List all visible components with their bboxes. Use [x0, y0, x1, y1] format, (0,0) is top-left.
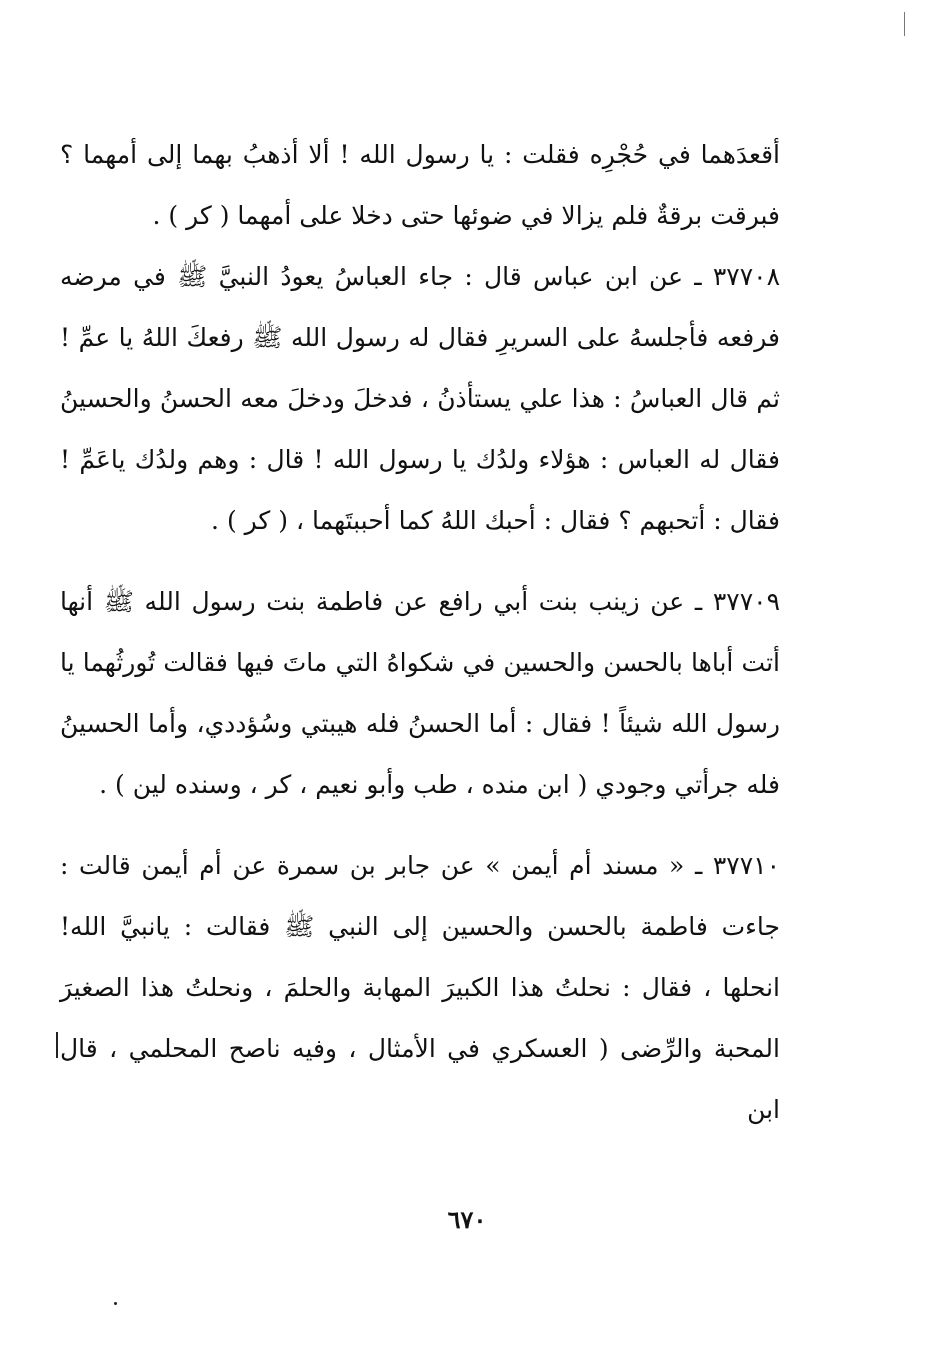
paragraph-37708: ٣٧٧٠٨ ـ عن ابن عباس قال : جاء العباسُ يعودُ النبيَّ ﷺ في مرضه فرفعه فأجلسهُ على السريرِ فقال له رسول الله ﷺ رفعكَ اللهُ يا عمِّ ! ثم قال العباسُ : هذا علي يستأذنُ ، فدخلَ ودخلَ معه الحسنُ والحسينُ فقال له العباس : هؤلاء ولدُك يا رسول الله ! قال : وهم ولدُك ياعَمِّ ! فقال : أتحبهم ؟ فقال : أحبك اللهُ كما أحببتَهما ، ( كر ) . [60, 262, 780, 535]
paragraph-37709: ٣٧٧٠٩ ـ عن زينب بنت أبي رافع عن فاطمة بنت رسول الله ﷺ أنها أتت أباها بالحسن والحسين في شكواهُ التي ماتَ فيها فقالت تُورثُهما يا رسول الله شيئاً ! فقال : أما الحسنُ فله هيبتي وسُؤددي، وأما الحسينُ فله جرأتي وجودي ( ابن منده ، طب وأبو نعيم ، كر ، وسنده لين ) . [60, 587, 780, 799]
paragraph-continuation: أقعدَهما في حُجْرِه فقلت : يا رسول الله ! ألا أذهبُ بهما إلى أمهما ؟ فبرقت برقةٌ فلم يزالا في ضوئها حتى دخلا على أمهما ( كر ) . [60, 140, 780, 230]
main-text [60, 124, 780, 1140]
speck [114, 1302, 117, 1305]
paragraph-37710: ٣٧٧١٠ ـ « مسند أم أيمن » عن جابر بن سمرة عن أم أيمن قالت : جاءت فاطمة بالحسن والحسين إلى النبي ﷺ فقالت : يانبيَّ الله! انحلها ، فقال : نحلتُ هذا الكبيرَ المهابة والحلمَ ، ونحلتُ هذا الصغيرَ المحبة والرِّضى ( العسكري في الأمثال ، وفيه ناصح المحلمي ، قال ابن [60, 851, 780, 1124]
margin-tick [56, 1032, 58, 1058]
margin-mark [904, 12, 905, 36]
page-number: ٦٧٠ [447, 1205, 487, 1234]
